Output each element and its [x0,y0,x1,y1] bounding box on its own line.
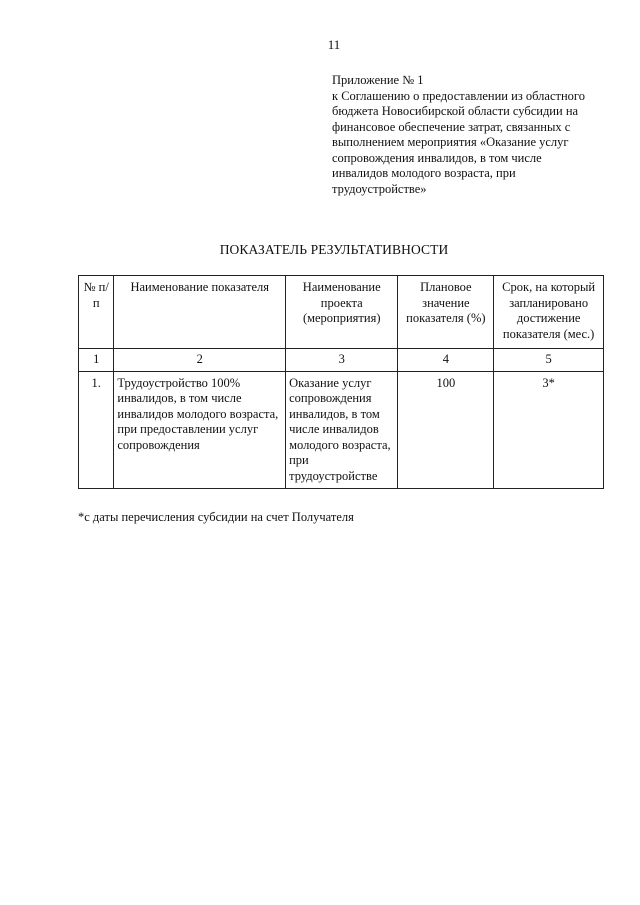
header-project-name: Наименование проекта (мероприятия) [286,276,398,349]
index-cell: 5 [494,349,604,372]
appendix-line: Приложение № 1 [332,73,424,87]
appendix-line: выполнением мероприятия «Оказание услуг [332,135,569,149]
row-indicator: Трудоустройство 100% инвалидов, в том числе инвалидов молодого возраста, при предоставлении услуг сопровождения [114,371,286,489]
appendix-line: сопровождения инвалидов, в том числе [332,150,542,165]
row-term: 3* [494,371,604,489]
index-cell: 4 [398,349,494,372]
appendix-line: бюджета Новосибирской области субсидии на [332,104,579,118]
row-plan-value: 100 [398,371,494,489]
row-project: Оказание услуг сопровождения инвалидов, в том числе инвалидов молодого возраста, при трудоустройстве [286,371,398,489]
index-cell: 2 [114,349,286,372]
index-cell: 3 [286,349,398,372]
index-cell: 1 [79,349,114,372]
document-title: ПОКАЗАТЕЛЬ РЕЗУЛЬТАТИВНОСТИ [219,242,449,257]
indicator-table [78,275,604,489]
footnote: *с даты перечисления субсидии на счет Получателя [78,510,354,524]
table-header-row [79,276,604,349]
header-term: Срок, на который запланировано достижение показателя (мес.) [494,276,604,349]
header-indicator-name: Наименование показателя [114,276,286,349]
appendix-line: трудоустройстве» [332,181,427,196]
page-number: 11 [327,37,341,52]
appendix-block [332,73,622,197]
appendix-line: финансовое обеспечение затрат, связанных с [332,119,571,134]
appendix-line: инвалидов молодого возраста, при [332,166,516,180]
appendix-line: к Соглашению о предоставлении из областного [332,88,585,103]
table-row [79,371,604,489]
header-number: № п/п [79,276,114,349]
row-number: 1. [79,371,114,489]
header-plan-value: Плановое значение показателя (%) [398,276,494,349]
table-index-row [79,349,604,372]
